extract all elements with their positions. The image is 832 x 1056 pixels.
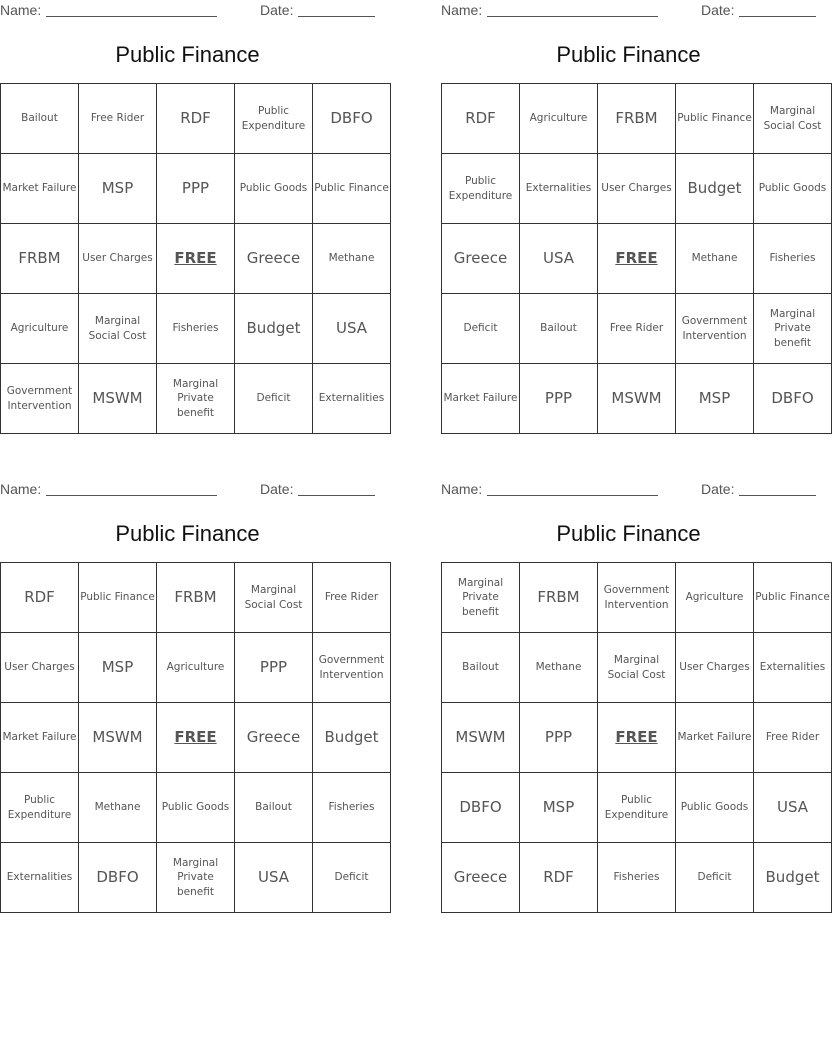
bingo-cell[interactable]: Public Goods — [676, 773, 754, 843]
grid-row — [442, 84, 832, 154]
bingo-cell[interactable]: Fisheries — [313, 773, 391, 843]
bingo-cell[interactable]: MSWM — [442, 703, 520, 773]
bingo-cell[interactable]: PPP — [235, 633, 313, 703]
card-header — [0, 0, 375, 20]
bingo-cell[interactable]: FRBM — [598, 84, 676, 154]
bingo-cell[interactable]: Externalities — [1, 843, 79, 913]
grid-row — [442, 364, 832, 434]
date-label: Date: — [701, 2, 735, 18]
bingo-cell[interactable]: Public Finance — [79, 563, 157, 633]
bingo-cell[interactable]: USA — [520, 224, 598, 294]
bingo-cell[interactable]: RDF — [1, 563, 79, 633]
bingo-cell[interactable]: MSWM — [598, 364, 676, 434]
bingo-cell[interactable]: Government Intervention — [1, 364, 79, 434]
bingo-cell[interactable]: FRBM — [1, 224, 79, 294]
bingo-cell[interactable]: Bailout — [235, 773, 313, 843]
bingo-cell[interactable]: Greece — [442, 224, 520, 294]
card-title: Public Finance — [115, 42, 260, 67]
bingo-cell[interactable]: Marginal Social Cost — [79, 294, 157, 364]
bingo-cell[interactable]: USA — [754, 773, 832, 843]
bingo-cell[interactable]: DBFO — [313, 84, 391, 154]
bingo-card — [441, 0, 827, 430]
bingo-cell[interactable]: Public Finance — [313, 154, 391, 224]
bingo-cell[interactable]: Marginal Social Cost — [235, 563, 313, 633]
bingo-cell[interactable]: RDF — [520, 843, 598, 913]
grid-row — [442, 633, 832, 703]
bingo-cell[interactable]: Marginal Private benefit — [754, 294, 832, 364]
bingo-cell[interactable]: Greece — [235, 224, 313, 294]
bingo-cell[interactable]: Agriculture — [1, 294, 79, 364]
date-field[interactable] — [739, 16, 816, 17]
bingo-grid — [441, 83, 832, 434]
grid-row — [442, 843, 832, 913]
bingo-card — [0, 0, 389, 430]
grid-row — [1, 154, 391, 224]
bingo-cell[interactable]: Agriculture — [676, 563, 754, 633]
bingo-cell[interactable]: Public Goods — [754, 154, 832, 224]
bingo-cell[interactable]: Bailout — [1, 84, 79, 154]
bingo-cell[interactable]: DBFO — [79, 843, 157, 913]
card-header — [441, 0, 816, 20]
grid-row — [1, 843, 391, 913]
bingo-cell[interactable]: Externalities — [520, 154, 598, 224]
bingo-cell[interactable]: Deficit — [676, 843, 754, 913]
date-label: Date: — [260, 2, 294, 18]
date-label: Date: — [260, 481, 294, 497]
bingo-cell[interactable]: Market Failure — [1, 703, 79, 773]
bingo-cell[interactable]: Budget — [676, 154, 754, 224]
bingo-cell[interactable]: Public Finance — [754, 563, 832, 633]
grid-row — [442, 224, 832, 294]
bingo-cell[interactable]: Bailout — [442, 633, 520, 703]
bingo-cell[interactable]: Externalities — [754, 633, 832, 703]
bingo-cell[interactable]: RDF — [157, 84, 235, 154]
bingo-cell[interactable]: Methane — [313, 224, 391, 294]
grid-row — [1, 294, 391, 364]
free-space-cell[interactable]: FREE — [598, 224, 676, 294]
free-space-cell[interactable]: FREE — [598, 703, 676, 773]
bingo-grid — [0, 83, 391, 434]
bingo-cell[interactable]: PPP — [520, 364, 598, 434]
bingo-cell[interactable]: Marginal Private benefit — [157, 364, 235, 434]
bingo-cell[interactable]: Market Failure — [676, 703, 754, 773]
bingo-cell[interactable]: USA — [313, 294, 391, 364]
bingo-cell[interactable]: Government Intervention — [598, 563, 676, 633]
free-space-cell[interactable]: FREE — [157, 703, 235, 773]
bingo-cell[interactable]: Public Finance — [676, 84, 754, 154]
bingo-cell[interactable]: MSP — [79, 154, 157, 224]
bingo-cell[interactable]: Deficit — [442, 294, 520, 364]
bingo-cell[interactable]: Deficit — [313, 843, 391, 913]
bingo-cell[interactable]: Government Intervention — [313, 633, 391, 703]
bingo-cell[interactable]: Greece — [235, 703, 313, 773]
date-label: Date: — [701, 481, 735, 497]
bingo-cell[interactable]: Free Rider — [313, 563, 391, 633]
bingo-cell[interactable]: Fisheries — [157, 294, 235, 364]
bingo-cell[interactable]: User Charges — [79, 224, 157, 294]
bingo-cell[interactable]: Methane — [79, 773, 157, 843]
bingo-cell[interactable]: FRBM — [520, 563, 598, 633]
bingo-cell[interactable]: Agriculture — [157, 633, 235, 703]
bingo-cell[interactable]: Government Intervention — [676, 294, 754, 364]
card-header — [441, 479, 816, 499]
bingo-cell[interactable]: PPP — [520, 703, 598, 773]
bingo-cell[interactable]: Fisheries — [598, 843, 676, 913]
bingo-cell[interactable]: Agriculture — [520, 84, 598, 154]
bingo-cell[interactable]: Marginal Social Cost — [598, 633, 676, 703]
bingo-cell[interactable]: User Charges — [1, 633, 79, 703]
bingo-cell[interactable]: Free Rider — [598, 294, 676, 364]
bingo-cell[interactable]: Budget — [235, 294, 313, 364]
bingo-cell[interactable]: Public Expenditure — [1, 773, 79, 843]
bingo-grid — [441, 562, 832, 913]
grid-row — [1, 633, 391, 703]
bingo-cell[interactable]: Public Expenditure — [598, 773, 676, 843]
name-field[interactable] — [487, 16, 658, 17]
card-header — [0, 479, 375, 499]
grid-row — [1, 773, 391, 843]
bingo-cell[interactable]: Free Rider — [79, 84, 157, 154]
grid-row — [442, 703, 832, 773]
card-title: Public Finance — [556, 42, 701, 67]
bingo-card — [441, 479, 830, 909]
bingo-cell[interactable]: Public Expenditure — [442, 154, 520, 224]
grid-row — [1, 84, 391, 154]
bingo-cell[interactable]: Budget — [313, 703, 391, 773]
bingo-cell[interactable]: DBFO — [442, 773, 520, 843]
date-field[interactable] — [298, 495, 375, 496]
bingo-cell[interactable]: Market Failure — [1, 154, 79, 224]
grid-row — [442, 294, 832, 364]
bingo-cell[interactable]: Public Expenditure — [235, 84, 313, 154]
bingo-cell[interactable]: MSP — [676, 364, 754, 434]
bingo-cell[interactable]: MSWM — [79, 703, 157, 773]
bingo-cell[interactable]: Deficit — [235, 364, 313, 434]
name-label: Name: — [441, 2, 483, 18]
name-field[interactable] — [46, 16, 217, 17]
bingo-cell[interactable]: Externalities — [313, 364, 391, 434]
bingo-card — [0, 479, 385, 909]
grid-row — [1, 224, 391, 294]
bingo-cell[interactable]: User Charges — [676, 633, 754, 703]
bingo-cell[interactable]: Public Goods — [235, 154, 313, 224]
bingo-cell[interactable]: Greece — [442, 843, 520, 913]
bingo-cell[interactable]: Fisheries — [754, 224, 832, 294]
date-field[interactable] — [739, 495, 816, 496]
name-field[interactable] — [487, 495, 658, 496]
bingo-cell[interactable]: MSP — [520, 773, 598, 843]
card-title: Public Finance — [556, 521, 701, 546]
card-title: Public Finance — [115, 521, 260, 546]
bingo-cell[interactable]: FRBM — [157, 563, 235, 633]
grid-row — [442, 563, 832, 633]
name-label: Name: — [0, 2, 42, 18]
bingo-cell[interactable]: Market Failure — [442, 364, 520, 434]
date-field[interactable] — [298, 16, 375, 17]
bingo-cell[interactable]: DBFO — [754, 364, 832, 434]
bingo-cell[interactable]: Marginal Private benefit — [157, 843, 235, 913]
bingo-cell[interactable]: User Charges — [598, 154, 676, 224]
name-label: Name: — [0, 481, 42, 497]
bingo-cell[interactable]: MSWM — [79, 364, 157, 434]
bingo-cell[interactable]: Marginal Social Cost — [754, 84, 832, 154]
bingo-cell[interactable]: RDF — [442, 84, 520, 154]
free-space-cell[interactable]: FREE — [157, 224, 235, 294]
grid-row — [442, 154, 832, 224]
grid-row — [1, 703, 391, 773]
bingo-cell[interactable]: USA — [235, 843, 313, 913]
name-field[interactable] — [46, 495, 217, 496]
bingo-grid — [0, 562, 391, 913]
bingo-cell[interactable]: Budget — [754, 843, 832, 913]
bingo-cell[interactable]: Free Rider — [754, 703, 832, 773]
bingo-cell[interactable]: Bailout — [520, 294, 598, 364]
bingo-cell[interactable]: PPP — [157, 154, 235, 224]
bingo-cell[interactable]: Public Goods — [157, 773, 235, 843]
grid-row — [1, 364, 391, 434]
bingo-cell[interactable]: Marginal Private benefit — [442, 563, 520, 633]
bingo-cell[interactable]: Methane — [520, 633, 598, 703]
grid-row — [1, 563, 391, 633]
bingo-cell[interactable]: Methane — [676, 224, 754, 294]
grid-row — [442, 773, 832, 843]
bingo-cell[interactable]: MSP — [79, 633, 157, 703]
name-label: Name: — [441, 481, 483, 497]
